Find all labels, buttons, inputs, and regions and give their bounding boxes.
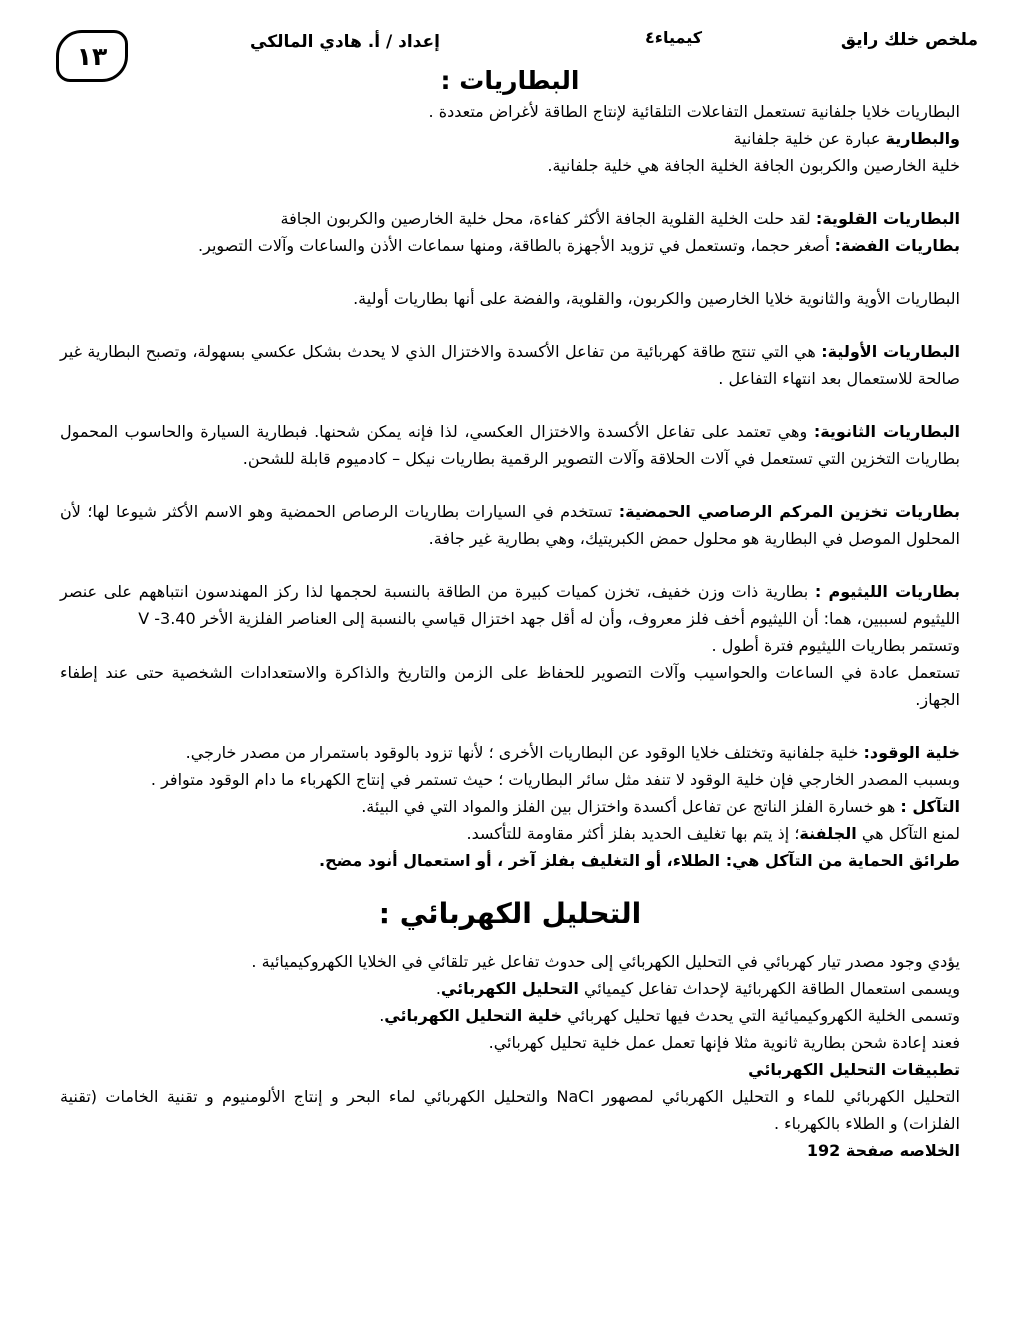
text-run: وتستمر بطاريات الليثيوم فترة أطول .: [711, 636, 960, 655]
paragraph-gap: [60, 392, 960, 418]
text-run: .: [379, 1006, 385, 1025]
paragraph: [60, 285, 960, 312]
text-run: عبارة عن خلية جلفانية: [733, 129, 886, 148]
text-run: بطارية ذات وزن خفيف، تخزن كميات كبيرة من الطاقة بالنسبة لحجمها لذا ركز المهندسون انتباههم على عنصر الليثيوم لسببين، هما: أن الليثيوم أخف فلز معروف، وأن له أقل جهد اختزال قياسي بالنسبة إلى العناصر الفلزية الأخر: [60, 582, 960, 628]
bold-term: بطاريات الفضة:: [834, 236, 960, 255]
bold-term: تطبيقات التحليل الكهربائي: [748, 1060, 960, 1079]
text-run: تستخدم في السيارات بطاريات الرصاص الحمضية وهو الاسم الأكثر شيوعا لها؛ لأن المحلول الموصل في البطارية هو محلول حمض الكبريتيك، وهي بطارية غير جافة.: [60, 502, 960, 548]
prepared-by-credit: إعداد / أ. هادي المالكي: [250, 32, 440, 52]
paragraph: [60, 1002, 960, 1029]
bold-term: بطاريات الليثيوم :: [814, 582, 960, 601]
text-run: ويسمى استعمال الطاقة الكهربائية لإحداث تفاعل كيميائي: [578, 979, 960, 998]
text-run: البطاريات خلايا جلفانية تستعمل التفاعلات التلقائية لإنتاج الطاقة لأغراض متعددة .: [428, 102, 960, 121]
document-body: [0, 64, 1020, 1164]
text-run: لقد حلت الخلية القلوية الجافة الأكثر كفاءة، محل خلية الخارصين والكربون الجافة: [280, 209, 816, 228]
text-run: والتحليل الكهربائي لماء البحر و إنتاج الألومنيوم و تقنية الخامات (تقنية الفلزات) و الطلاء بالكهرباء .: [60, 1087, 960, 1133]
text-run: فعند إعادة شحن بطارية ثانوية مثلا فإنها تعمل عمل خلية تحليل كهربائي.: [488, 1033, 960, 1052]
paragraph: [60, 847, 960, 874]
bold-term: البطاريات الثانوية:: [813, 422, 961, 441]
paragraph-gap: [60, 472, 960, 498]
paragraph-gap: [60, 179, 960, 205]
paragraph-gap: [60, 713, 960, 739]
paragraph: [60, 1029, 960, 1056]
paragraph: [60, 338, 960, 392]
paragraph: [60, 152, 960, 179]
ltr-term: V -3.40: [138, 609, 196, 628]
text-run: التحليل الكهربائي للماء و التحليل الكهربائي لمصهور: [593, 1087, 961, 1106]
bold-term: بطاريات تخزين المركم الرصاصي الحمضية:: [618, 502, 960, 521]
paragraph: [60, 632, 960, 659]
bold-term: الخلاصه صفحة 192: [806, 1141, 960, 1160]
bold-term: خلية الوقود:: [863, 743, 960, 762]
bold-term: التحليل الكهربائي: [440, 979, 579, 998]
bold-term: البطاريات الأولية:: [821, 342, 960, 361]
page-number: ١٣: [76, 41, 108, 71]
paragraph: [60, 498, 960, 552]
paragraph-gap: [60, 552, 960, 578]
paragraph: [60, 232, 960, 259]
text-run: لمنع التآكل هي: [856, 824, 960, 843]
text-run: تستعمل عادة في الساعات والحواسيب وآلات التصوير للحفاظ على الزمن والتاريخ والذاكرة والاستعدادات الشخصية حتى عند إطفاء الجهاز.: [60, 663, 960, 709]
bold-term: الجلفنة: [799, 824, 857, 843]
paragraph-gap: [60, 259, 960, 285]
paragraph: [60, 418, 960, 472]
paragraph: [60, 659, 960, 713]
bold-term: البطاريات القلوية:: [815, 209, 960, 228]
text-run: يؤدي وجود مصدر تيار كهربائي في التحليل الكهربائي إلى حدوث تفاعل غير تلقائي في الخلايا الكهروكيميائية .: [251, 952, 960, 971]
brand-title: ملخص خلك رايق: [840, 30, 978, 50]
paragraph: [60, 975, 960, 1002]
text-run: وتسمى الخلية الكهروكيميائية التي يحدث فيها تحليل كهربائي: [562, 1006, 960, 1025]
page-number-badge: [56, 30, 128, 82]
text-run: أصغر حجما، وتستعمل في تزويد الأجهزة بالطاقة، ومنها سماعات الأذن والساعات وآلات التصوير.: [198, 236, 835, 255]
paragraph: [60, 1056, 960, 1083]
paragraph: [60, 578, 960, 632]
subject-title: كيمياء٤: [645, 28, 703, 47]
paragraph-gap: [60, 312, 960, 338]
text-run: ؛ إذ يتم بها تغليف الحديد بفلز أكثر مقاومة للتأكسد.: [466, 824, 800, 843]
text-run: البطاريات الأوية والثانوية خلايا الخارصين والكربون، والقلوية، والفضة على أنها بطاريات أولية.: [353, 289, 960, 308]
text-run: وبسبب المصدر الخارجي فإن خلية الوقود لا تنفد مثل سائر البطاريات ؛ حيث تستمر في إنتاج الكهرباء ما دام الوقود متوافر .: [150, 770, 960, 789]
text-run: .: [435, 979, 441, 998]
text-run: هو خسارة الفلز الناتج عن تفاعل أكسدة واختزال بين الفلز والمواد التي في البيئة.: [361, 797, 901, 816]
paragraph: [60, 820, 960, 847]
document-header: [0, 26, 1020, 71]
paragraph: [60, 1137, 960, 1164]
paragraph: [60, 793, 960, 820]
ltr-term: NaCl: [556, 1087, 594, 1106]
section-heading-batteries: البطاريات :: [440, 66, 580, 95]
paragraph: [60, 205, 960, 232]
bold-term: التآكل :: [900, 797, 960, 816]
paragraph: [60, 125, 960, 152]
paragraph: [60, 1083, 960, 1137]
bold-term: والبطارية: [885, 129, 960, 148]
bold-term: خلية التحليل الكهربائي: [384, 1006, 563, 1025]
paragraph: [60, 98, 960, 125]
bold-term: طرائق الحماية من التآكل هي: الطلاء، أو التغليف بفلز آخر ، أو استعمال أنود مضح.: [319, 851, 960, 870]
text-run: وهي تعتمد على تفاعل الأكسدة والاختزال العكسي، لذا فإنه يمكن شحنها. فبطارية السيارة والحاسوب المحمول بطاريات التخزين التي تستعمل في آلات الحلاقة وآلات التصوير الرقمية بطاريات نيكل – كادميوم قابلة للشحن.: [60, 422, 960, 468]
paragraph: [60, 948, 960, 975]
text-run: خلية الخارصين والكربون الجافة الخلية الجافة هي خلية جلفانية.: [547, 156, 960, 175]
paragraph: [60, 766, 960, 793]
section-heading-electrolysis: التحليل الكهربائي :: [378, 897, 642, 930]
paragraph: [60, 739, 960, 766]
text-run: خلية جلفانية وتختلف خلايا الوقود عن البطاريات الأخرى ؛ لأنها تزود بالوقود باستمرار من مصدر خارجي.: [185, 743, 864, 762]
text-run: هي التي تنتج طاقة كهربائية من تفاعل الأكسدة والاختزال الذي لا يحدث بشكل عكسي بسهولة، وتصبح البطارية غير صالحة للاستعمال بعد انتهاء التفاعل .: [60, 342, 960, 388]
